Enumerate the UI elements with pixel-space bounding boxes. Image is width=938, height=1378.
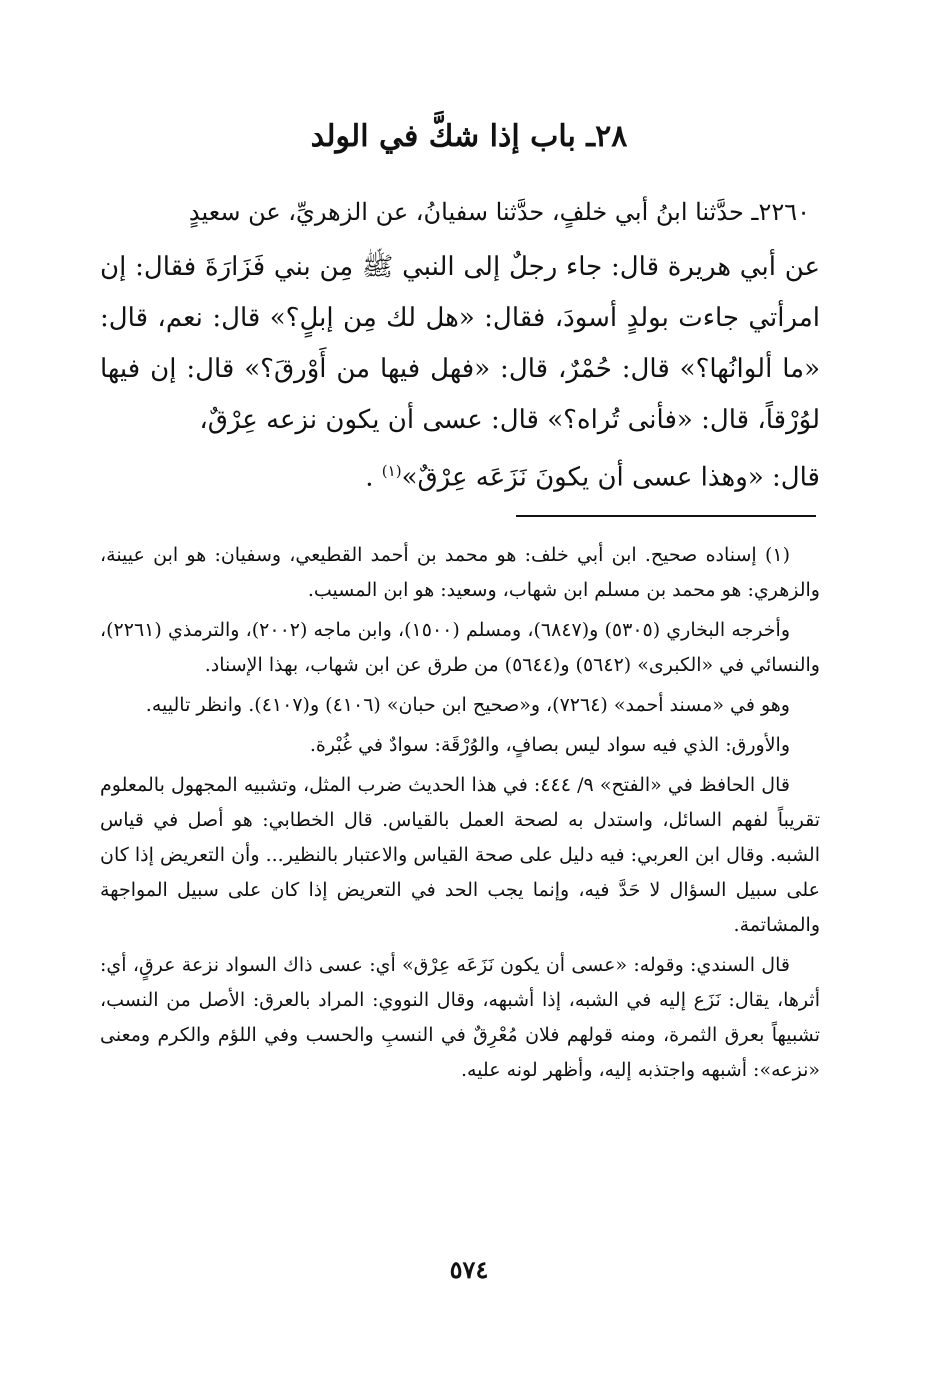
- hadith-final-period: .: [365, 462, 374, 493]
- footnote-paragraph: قال الحافظ في «الفتح» ٩/ ٤٤٤: في هذا الحديث ضرب المثل، وتشبيه المجهول بالمعلوم تقريباً لفهم السائل، واستدل به لصحة العمل بالقياس. قال الخطابي: هو أصل في قياس الشبه. وقال ابن العربي: فيه دليل على صحة القياس والاعتبار بالنظير... وأن التعريض إذا كان على سبيل السؤال لا حَدَّ فيه، وإنما يجب الحد في التعريض إذا كان على سبيل المواجهة والمشاتمة.: [100, 774, 820, 936]
- hadith-matn-end-line: [100, 446, 820, 504]
- footnote-paragraph: قال السندي: وقوله: «عسى أن يكون نَزَعَه عِرْق» أي: عسى ذاك السواد نزعة عرقٍ، أي: أثرها، يقال: نَزَع إليه في الشبه، إذا أشبهه، وقال النووي: المراد بالعرق: الأصل من النسب، تشبيهاً بعرق الثمرة، ومنه قولهم فلان مُعْرِقٌ في النسبِ والحسب وفي اللؤم والكرم ومعنى «نزعه»: أشبهه واجتذبه إليه، وأظهر لونه عليه.: [100, 954, 820, 1081]
- footnote-paragraph: وأخرجه البخاري (٥٣٠٥) و(٦٨٤٧)، ومسلم (١٥٠٠)، وابن ماجه (٢٠٠٢)، والترمذي (٢٢٦١)، والنسائي في «الكبرى» (٥٦٤٢) و(٥٦٤٤) من طرق عن ابن شهاب، بهذا الإسناد.: [100, 619, 820, 676]
- page-number: ٥٧٤: [449, 1255, 489, 1284]
- hadith-text: [100, 188, 820, 504]
- hadith-matn-end: قال: «وهذا عسى أن يكونَ نَزَعَه عِرْقٌ»: [401, 462, 820, 493]
- chapter-title: ٢٨ـ باب إذا شكَّ في الولد: [310, 119, 628, 154]
- footnote-separator: [516, 515, 816, 517]
- footnote-paragraph: وهو في «مسند أحمد» (٧٢٦٤)، و«صحيح ابن حبان» (٤١٠٦) و(٤١٠٧). وانظر تالييه.: [145, 694, 790, 716]
- footnote-reference: (١): [381, 462, 402, 480]
- hadith-isnad: ٢٢٦٠ـ حدَّثنا ابنُ أبي خلفٍ، حدَّثنا سفيانُ، عن الزهريِّ، عن سعيدٍ: [188, 198, 810, 226]
- footnotes: [100, 538, 820, 1093]
- footnote-paragraph: والأورق: الذي فيه سواد ليس بصافٍ، والوُرْقَة: سوادٌ في غُبْرة.: [309, 734, 790, 756]
- footnote-paragraph: (١) إسناده صحيح. ابن أبي خلف: هو محمد بن أحمد القطيعي، وسفيان: هو ابن عيينة، والزهري: هو محمد بن مسلم ابن شهاب، وسعيد: هو ابن المسيب.: [100, 544, 820, 601]
- hadith-matn: عن أبي هريرة قال: جاء رجلٌ إلى النبي ﷺ مِن بني فَزَارَةَ فقال: إن امرأتي جاءت بولدٍ أسودَ، فقال: «هل لك مِن إبلٍ؟» قال: نعم، قال: «ما ألوانُها؟» قال: حُمْرٌ، قال: «فهل فيها من أَوْرقَ؟» قال: إن فيها لوُرْقاً، قال: «فأنى تُراه؟» قال: عسى أن يكون نزعه عِرْقٌ،: [100, 252, 820, 435]
